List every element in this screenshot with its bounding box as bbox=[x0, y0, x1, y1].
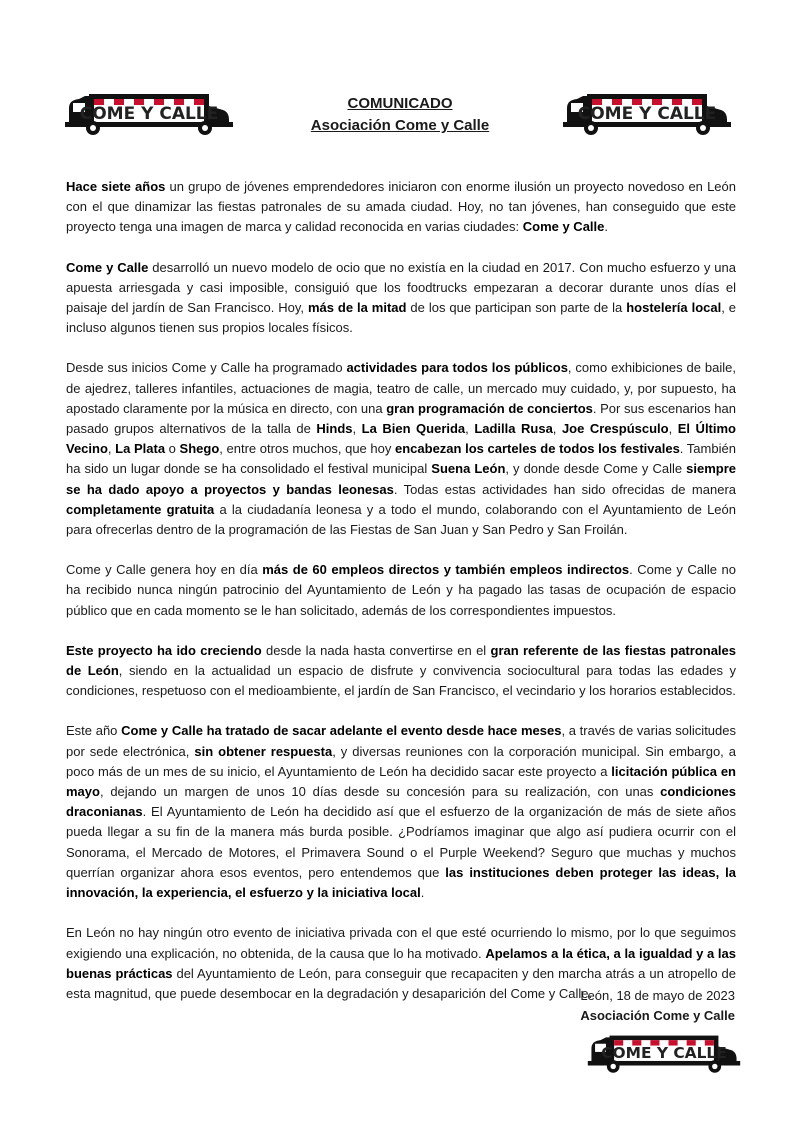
bold-text: actividades para todos los públicos bbox=[346, 360, 568, 376]
signature-date: León, 18 de mayo de 2023 bbox=[580, 988, 735, 1003]
bold-text: Apelamos a la ética, a la igualdad y a las buenas prácticas bbox=[66, 945, 736, 981]
bold-text: Ladilla Rusa bbox=[474, 421, 553, 437]
bold-text: hostelería local bbox=[626, 300, 722, 316]
text-run: , y diversas reuniones con la corporación municipal. Sin embargo, a poco más de un mes de su inicio, el Ayuntamiento de León ha decidido sacar este proyecto a bbox=[66, 743, 736, 779]
bold-text: Hace siete años bbox=[66, 179, 166, 194]
text-run: desarrolló un nuevo modelo de ocio que no existía en la ciudad en 2017. Con mucho esfuerzo y una apuesta arriesgada y casi imposible, consiguió que los foodtrucks empezaran a decorar durante unos días el paisaje del jardín de San Francisco. Hoy, bbox=[66, 259, 736, 316]
body-paragraph bbox=[66, 358, 736, 540]
bold-text: encabezan los carteles de todos los festivales bbox=[395, 441, 680, 457]
bold-text: gran referente de las fiestas patronales de León bbox=[66, 642, 736, 679]
svg-text:COME Y CALLE: COME Y CALLE bbox=[577, 104, 717, 124]
text-run: desde la nada hasta convertirse en el bbox=[261, 642, 491, 658]
text-run: de los que participan son parte de la bbox=[406, 300, 627, 316]
bold-text: Come y Calle bbox=[522, 219, 605, 235]
body-paragraph bbox=[66, 721, 736, 903]
text-run: En León no hay ningún otro evento de iniciativa privada con el que esté ocurriendo lo mismo, por lo que seguimos exigiendo una explicación, no obtenida, de la causa que lo ha motivado. bbox=[66, 925, 736, 961]
food-truck-logo-icon bbox=[63, 86, 235, 136]
bold-text: El Último Vecino bbox=[66, 421, 736, 457]
bold-text: Joe Crespúsculo bbox=[561, 421, 669, 437]
text-run: , a través de varias solicitudes por sede electrónica, bbox=[66, 723, 736, 759]
svg-text:COME Y CALLE: COME Y CALLE bbox=[79, 104, 219, 124]
come-y-calle-logo bbox=[63, 86, 235, 136]
document-header bbox=[260, 93, 540, 137]
signature-organization: Asociación Come y Calle bbox=[580, 1008, 735, 1023]
bold-text: más de 60 empleos directos y también empleos indirectos bbox=[262, 562, 630, 578]
text-run: , bbox=[352, 421, 362, 437]
document-body bbox=[66, 177, 736, 1024]
text-run: Desde sus inicios Come y Calle ha programado bbox=[66, 360, 347, 376]
text-run: , bbox=[552, 421, 562, 437]
bold-text: Come y Calle ha tratado de sacar adelante el evento desde hace meses bbox=[121, 723, 562, 739]
text-run: , bbox=[107, 441, 116, 457]
text-run: , y donde desde Come y Calle bbox=[505, 461, 687, 477]
text-run: . También ha sido un lugar donde se ha consolidado el festival municipal bbox=[66, 441, 736, 477]
text-run: , bbox=[668, 421, 678, 437]
bold-text: gran programación de conciertos bbox=[386, 400, 593, 416]
text-run: . Todas estas actividades han sido ofrecidas de manera bbox=[393, 481, 736, 497]
bold-text: Suena León bbox=[431, 461, 506, 477]
bold-text: Hinds bbox=[316, 421, 353, 437]
text-run: a la ciudadanía leonesa y a todo el mundo, colaborando con el Ayuntamiento de León para ofrecerlas dentro de la programación de las Fiestas de San Juan y San Pedro y San Froilán. bbox=[66, 501, 736, 538]
text-run: , e incluso algunos tienen sus propios locales físicos. bbox=[66, 300, 736, 336]
body-paragraph bbox=[66, 560, 736, 621]
bold-text: completamente gratuita bbox=[66, 501, 215, 517]
svg-text:COME Y CALLE: COME Y CALLE bbox=[601, 1044, 727, 1063]
bold-text: las instituciones deben proteger las ideas, la innovación, la experiencia, el esfuerzo y la iniciativa local bbox=[66, 864, 736, 901]
text-run: , entre otros muchos, que hoy bbox=[219, 441, 395, 457]
text-run: . Por sus escenarios han pasado grupos alternativos de la talla de bbox=[66, 400, 736, 437]
text-run: . bbox=[604, 219, 609, 235]
bold-text: condiciones draconianas bbox=[66, 784, 736, 820]
text-run: o bbox=[165, 441, 180, 457]
text-run: un grupo de jóvenes emprendedores iniciaron con enorme ilusión un proyecto novedoso en León con el que dinamizar las fiestas patronales de su amada ciudad. Hoy, no tan jóvenes, han conseguido que este proyecto tenga una imagen de marca y calidad reconocida en varias ciudades: bbox=[66, 179, 736, 235]
body-paragraph bbox=[66, 641, 736, 702]
bold-text: Shego bbox=[179, 441, 220, 457]
text-run: . bbox=[420, 885, 425, 901]
come-y-calle-logo bbox=[586, 1026, 742, 1076]
signature-block bbox=[435, 986, 735, 1026]
bold-text: Este proyecto ha ido creciendo bbox=[66, 642, 262, 658]
document-title: COMUNICADO bbox=[347, 95, 453, 112]
text-run: . Come y Calle no ha recibido nunca ningún patrocinio del Ayuntamiento de León y ha pagado las tasas de ocupación de espacio público que en cada momento se le han solicitado, además de los correspondientes impuestos. bbox=[66, 562, 736, 618]
text-run: . El Ayuntamiento de León ha decidido así que el esfuerzo de la organización de más de siete años pueda llegar a su fin de la manera más burda posible. ¿Podríamos imaginar que algo así pudiera ocurrir con el Sonorama, el Mercado de Motores, el Primavera Sound o el Purple Weekend? Seguro que muchas y muchos querrían organizar ahora esos eventos, pero entendemos que bbox=[66, 804, 736, 880]
food-truck-logo-icon bbox=[561, 86, 733, 136]
text-run: , bbox=[465, 421, 475, 437]
body-paragraph bbox=[66, 177, 736, 238]
food-truck-logo-icon bbox=[586, 1026, 742, 1076]
bold-text: La Bien Querida bbox=[361, 421, 466, 437]
come-y-calle-logo bbox=[561, 86, 733, 136]
text-run: Come y Calle genera hoy en día bbox=[66, 562, 263, 578]
bold-text: más de la mitad bbox=[307, 300, 407, 316]
text-run: , como exhibiciones de baile, de ajedrez, talleres infantiles, actuaciones de magia, teatro de calle, un mercado muy cuidado, y, por supuesto, ha apostado claramente por la música en directo, con una bbox=[66, 360, 736, 416]
body-paragraph bbox=[66, 258, 736, 339]
bold-text: La Plata bbox=[115, 441, 166, 457]
text-run: del Ayuntamiento de León, para conseguir que recapaciten y den marcha atrás a un atropello de esta magnitud, que puede desembocar en la degradación y desaparición del Come y Calle. bbox=[66, 965, 736, 1001]
document-subtitle: Asociación Come y Calle bbox=[310, 117, 490, 134]
bold-text: sin obtener respuesta bbox=[194, 743, 333, 759]
bold-text: siempre se ha dado apoyo a proyectos y bandas leonesas bbox=[66, 461, 736, 497]
text-run: , dejando un margen de unos 10 días desde su concesión para su realización, con unas bbox=[99, 784, 661, 800]
text-run: , siendo en la actualidad un espacio de disfrute y convivencia sociocultural para todas las edades y condiciones, respetuoso con el medioambiente, el jardín de San Francisco, el vecindario y los horarios establecidos. bbox=[66, 663, 736, 699]
bold-text: licitación pública en mayo bbox=[66, 763, 737, 800]
text-run: Este año bbox=[66, 723, 122, 739]
bold-text: Come y Calle bbox=[66, 259, 149, 275]
